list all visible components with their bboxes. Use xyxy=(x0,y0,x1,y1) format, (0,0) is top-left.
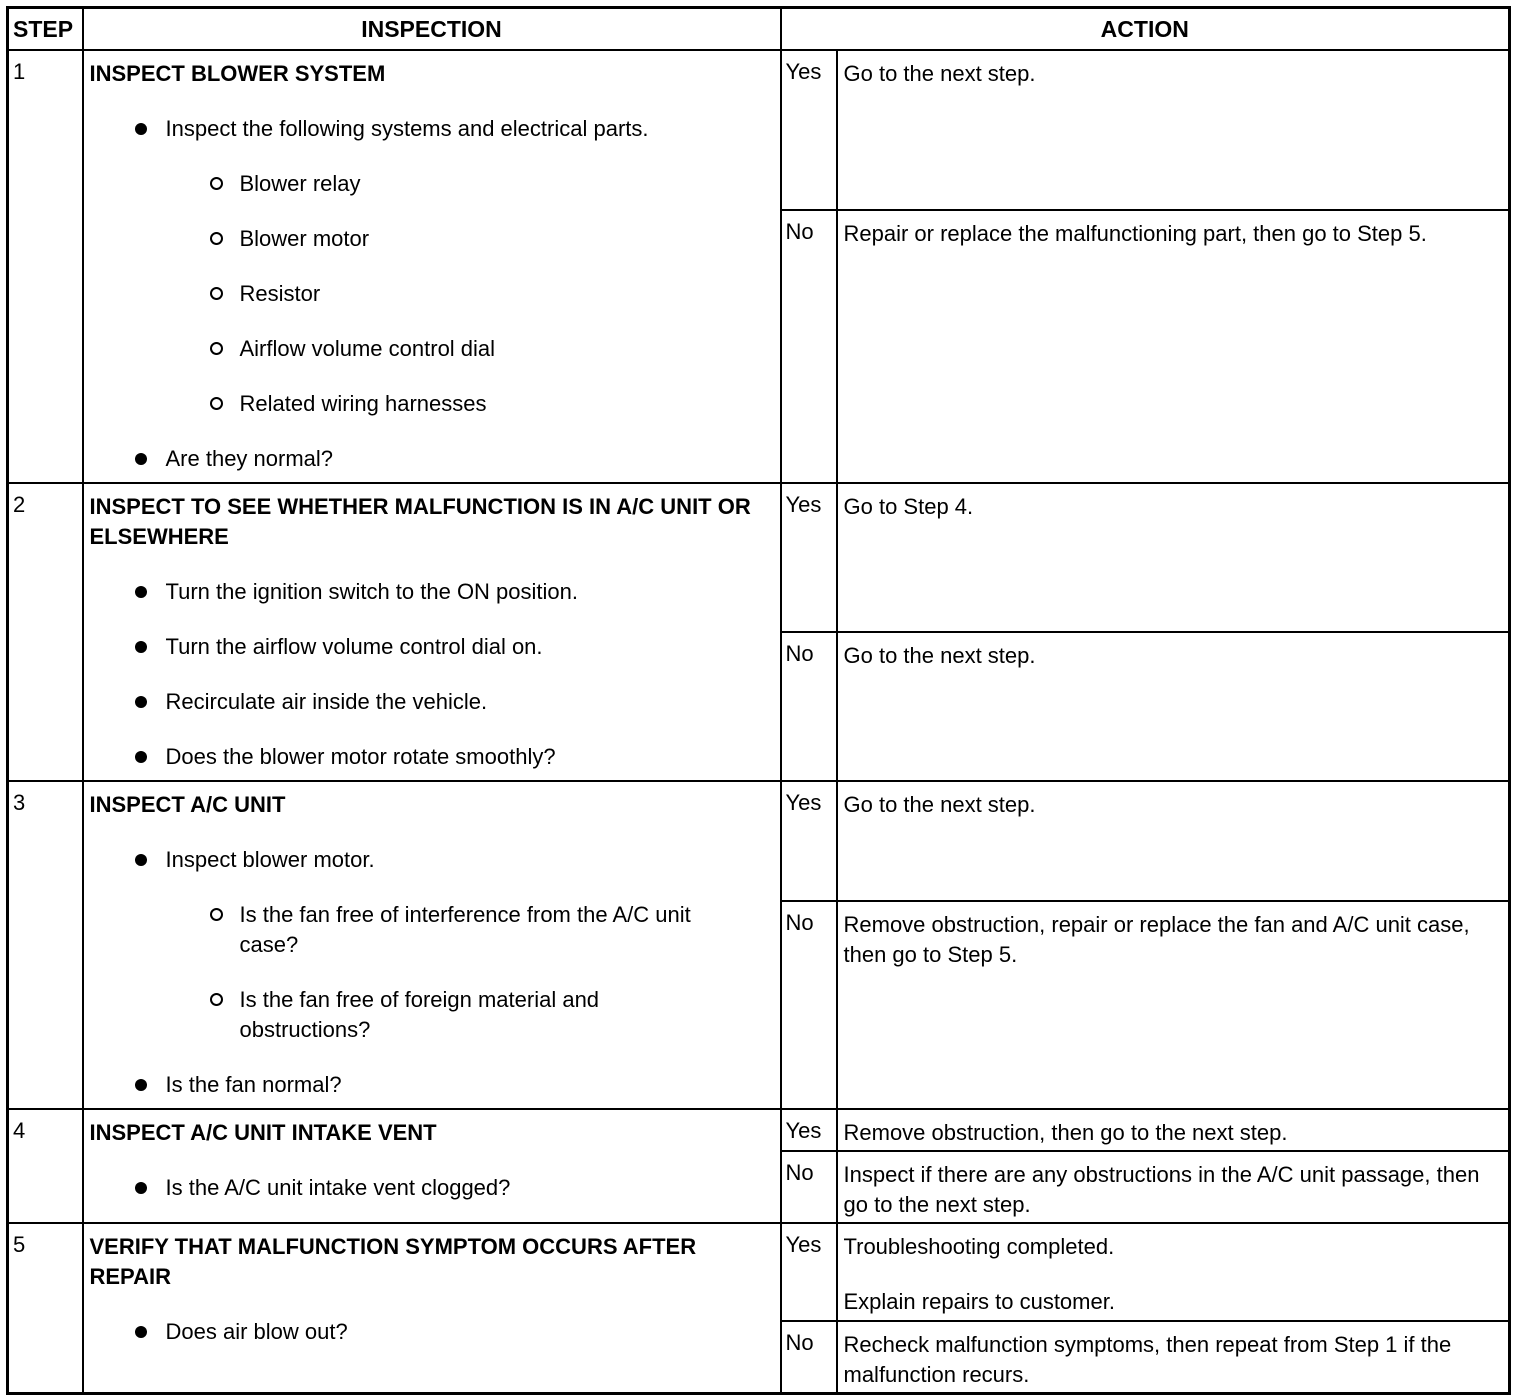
sub-bullet-item: Related wiring harnesses xyxy=(166,389,772,419)
header-step: STEP xyxy=(8,8,83,51)
no-action: Repair or replace the malfunctioning part, then go to Step 5. xyxy=(837,210,1510,483)
step-2-inspection xyxy=(83,483,781,781)
yes-label: Yes xyxy=(781,50,837,210)
yes-label: Yes xyxy=(781,781,837,901)
yes-action xyxy=(837,1223,1510,1321)
no-action: Remove obstruction, repair or replace the fan and A/C unit case, then go to Step 5. xyxy=(837,901,1510,1109)
step-1-yes-row xyxy=(8,50,1510,210)
step-number: 3 xyxy=(8,781,83,1109)
step-3-yes-row xyxy=(8,781,1510,901)
step-5-yes-row xyxy=(8,1223,1510,1321)
header-inspection: INSPECTION xyxy=(83,8,781,51)
bullet-item: Is the A/C unit intake vent clogged? xyxy=(90,1173,772,1203)
step-number: 1 xyxy=(8,50,83,483)
step-number: 5 xyxy=(8,1223,83,1393)
bullet-text: Inspect the following systems and electrical parts. xyxy=(165,116,649,141)
step-title: INSPECT BLOWER SYSTEM xyxy=(89,61,386,86)
yes-label: Yes xyxy=(781,1223,837,1321)
bullet-item xyxy=(90,845,772,1045)
no-label: No xyxy=(781,632,837,781)
no-label: No xyxy=(781,901,837,1109)
header-action: ACTION xyxy=(781,8,1510,51)
no-label: No xyxy=(781,1321,837,1393)
yes-action-line: Troubleshooting completed. xyxy=(843,1234,1115,1259)
step-title: VERIFY THAT MALFUNCTION SYMPTOM OCCURS AFTER REPAIR xyxy=(89,1234,697,1289)
step-1-inspection xyxy=(83,50,781,483)
step-2-yes-row xyxy=(8,483,1510,632)
bullet-item: Turn the ignition switch to the ON position. xyxy=(90,577,772,607)
bullet-item: Are they normal? xyxy=(90,444,772,474)
step-3-inspection xyxy=(83,781,781,1109)
yes-action-line: Explain repairs to customer. xyxy=(843,1289,1115,1314)
step-5-inspection xyxy=(83,1223,781,1393)
header-row xyxy=(8,8,1510,51)
no-action: Recheck malfunction symptoms, then repeat from Step 1 if the malfunction recurs. xyxy=(837,1321,1510,1393)
yes-label: Yes xyxy=(781,1109,837,1151)
sub-bullet-item: Is the fan free of interference from the A/C unit case? xyxy=(166,900,712,960)
no-action: Inspect if there are any obstructions in the A/C unit passage, then go to the next step. xyxy=(837,1151,1510,1223)
bullet-text: Inspect blower motor. xyxy=(165,847,375,872)
step-4-yes-row xyxy=(8,1109,1510,1151)
bullet-item: Is the fan normal? xyxy=(90,1070,772,1100)
troubleshooting-table xyxy=(6,6,1511,1395)
bullet-item: Does the blower motor rotate smoothly? xyxy=(90,742,772,772)
yes-action: Go to the next step. xyxy=(837,50,1510,210)
step-title: INSPECT A/C UNIT INTAKE VENT xyxy=(89,1120,437,1145)
bullet-item: Recirculate air inside the vehicle. xyxy=(90,687,772,717)
step-number: 4 xyxy=(8,1109,83,1223)
step-title: INSPECT TO SEE WHETHER MALFUNCTION IS IN A/C UNIT OR ELSEWHERE xyxy=(89,494,751,549)
no-action: Go to the next step. xyxy=(837,632,1510,781)
no-label: No xyxy=(781,210,837,483)
sub-bullet-item: Is the fan free of foreign material and obstructions? xyxy=(166,985,712,1045)
bullet-item xyxy=(90,114,772,419)
step-number: 2 xyxy=(8,483,83,781)
sub-bullet-item: Blower motor xyxy=(166,224,772,254)
bullet-item: Does air blow out? xyxy=(90,1317,772,1347)
bullet-item: Turn the airflow volume control dial on. xyxy=(90,632,772,662)
yes-action: Remove obstruction, then go to the next step. xyxy=(837,1109,1510,1151)
sub-bullet-item: Airflow volume control dial xyxy=(166,334,772,364)
step-4-inspection xyxy=(83,1109,781,1223)
step-title: INSPECT A/C UNIT xyxy=(89,792,286,817)
yes-label: Yes xyxy=(781,483,837,632)
sub-bullet-item: Blower relay xyxy=(166,169,772,199)
sub-bullet-item: Resistor xyxy=(166,279,772,309)
yes-action: Go to the next step. xyxy=(837,781,1510,901)
no-label: No xyxy=(781,1151,837,1223)
yes-action: Go to Step 4. xyxy=(837,483,1510,632)
